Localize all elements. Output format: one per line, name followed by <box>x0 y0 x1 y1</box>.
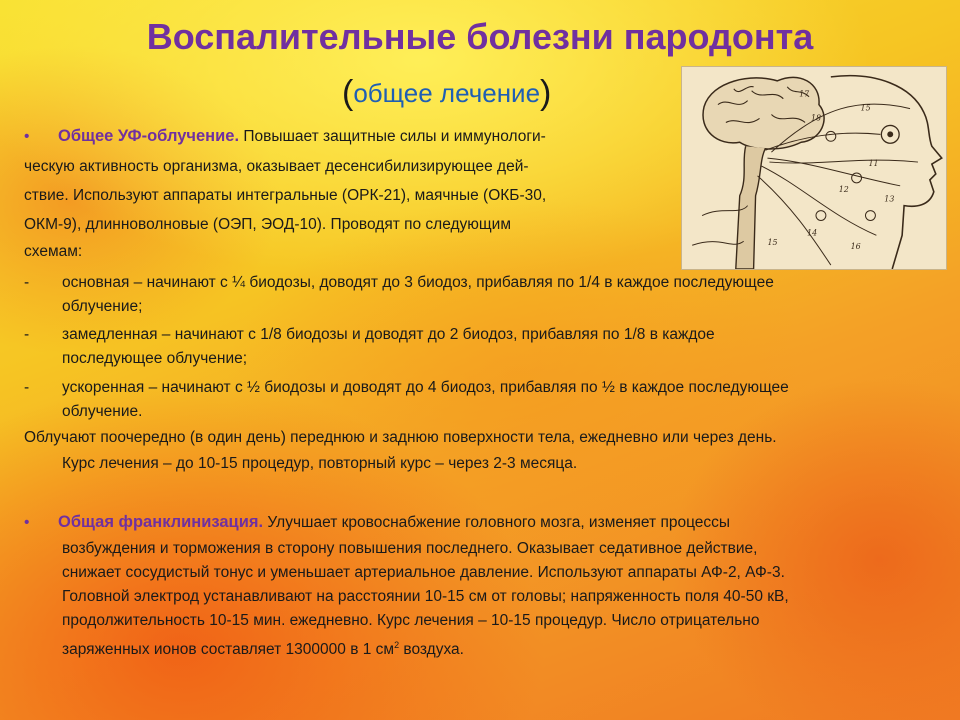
section1-line: ОКМ-9), длинноволновые (ОЭП, ЭОД-10). Проводят по следующим <box>24 216 511 233</box>
section1-heading: Общее УФ-облучение. <box>58 127 240 145</box>
nervous-system-illustration <box>681 66 947 270</box>
bullet-icon: • <box>24 128 30 145</box>
scheme-marker: - <box>24 274 30 291</box>
section1-heading-line <box>24 127 546 146</box>
section2-line: снижает сосудистый тонус и уменьшает артериальное давление. Используют аппараты АФ-2, АФ-3. <box>62 564 785 581</box>
illustration-label: 15 <box>767 238 778 248</box>
section1-closing: Облучают поочередно (в один день) переднюю и заднюю поверхности тела, ежедневно или через день. <box>24 429 777 446</box>
section2-line: Головной электрод устанавливают на расстоянии 10-15 см от головы; напряженность поля 40-50 кВ, <box>62 588 789 605</box>
bullet-icon: • <box>24 514 30 531</box>
section2-line: возбуждения и торможения в сторону повышения последнего. Оказывает седативное действие, <box>62 540 758 557</box>
scheme-marker: - <box>24 379 30 396</box>
section1-line: ствие. Используют аппараты интегральные (ОРК-21), маячные (ОКБ-30, <box>24 187 547 204</box>
subtitle-close-paren: ) <box>540 74 552 112</box>
scheme-text: облучение; <box>62 298 143 315</box>
section1-line: схемам: <box>24 243 83 260</box>
nervous-system-icon <box>682 67 946 269</box>
section2-heading: Общая франклинизация. <box>58 513 264 531</box>
section2-heading-line <box>24 513 730 532</box>
scheme-text: ускоренная – начинают с ½ биодозы и доводят до 4 биодоз, прибавляя по ½ в каждое последующее <box>62 379 789 396</box>
illustration-label: 16 <box>850 242 861 252</box>
illustration-label: 13 <box>884 194 895 204</box>
slide-subtitle <box>342 74 551 113</box>
section2-last-line-text: заряженных ионов составляет 1300000 в 1 см <box>62 641 395 659</box>
illustration-label: 14 <box>807 228 818 238</box>
scheme-item <box>24 376 789 424</box>
scheme-marker: - <box>24 326 30 343</box>
subtitle-text: общее лечение <box>353 78 541 108</box>
illustration-label: 18 <box>811 113 822 123</box>
section2-line: продолжительность 10-15 мин. ежедневно. Курс лечения – 10-15 процедур. Число отрицательно <box>62 612 760 629</box>
illustration-label: 15 <box>860 103 871 113</box>
illustration-label: 12 <box>838 184 849 194</box>
scheme-item <box>24 323 715 371</box>
superscript: 2 <box>394 640 400 650</box>
section1-line: ческую активность организма, оказывает десенсибилизирующее дей- <box>24 158 529 175</box>
section2-line: Улучшает кровоснабжение головного мозга, изменяет процессы <box>267 514 731 531</box>
scheme-text: облучение. <box>62 403 143 420</box>
scheme-text: замедленная – начинают с 1/8 биодозы и доводят до 2 биодоз, прибавляя по 1/8 в каждое <box>62 326 715 343</box>
section2-paragraph <box>62 537 789 662</box>
illustration-label: 17 <box>799 89 810 99</box>
section1-line: Повышает защитные силы и иммунологи- <box>243 128 546 145</box>
section2-last-line <box>62 633 789 662</box>
scheme-text: основная – начинают с ¼ биодозы, доводят до 3 биодоз, прибавляя по 1/4 в каждое последующее <box>62 274 774 291</box>
illustration-label: 11 <box>868 159 879 169</box>
section2-last-line-end: воздуха. <box>399 641 464 659</box>
scheme-text: последующее облучение; <box>62 350 248 367</box>
slide-title: Воспалительные болезни пародонта <box>146 16 814 57</box>
scheme-item <box>24 271 774 319</box>
section1-closing: Курс лечения – до 10-15 процедур, повторный курс – через 2-3 месяца. <box>62 455 578 472</box>
subtitle-open-paren: ( <box>342 74 354 112</box>
